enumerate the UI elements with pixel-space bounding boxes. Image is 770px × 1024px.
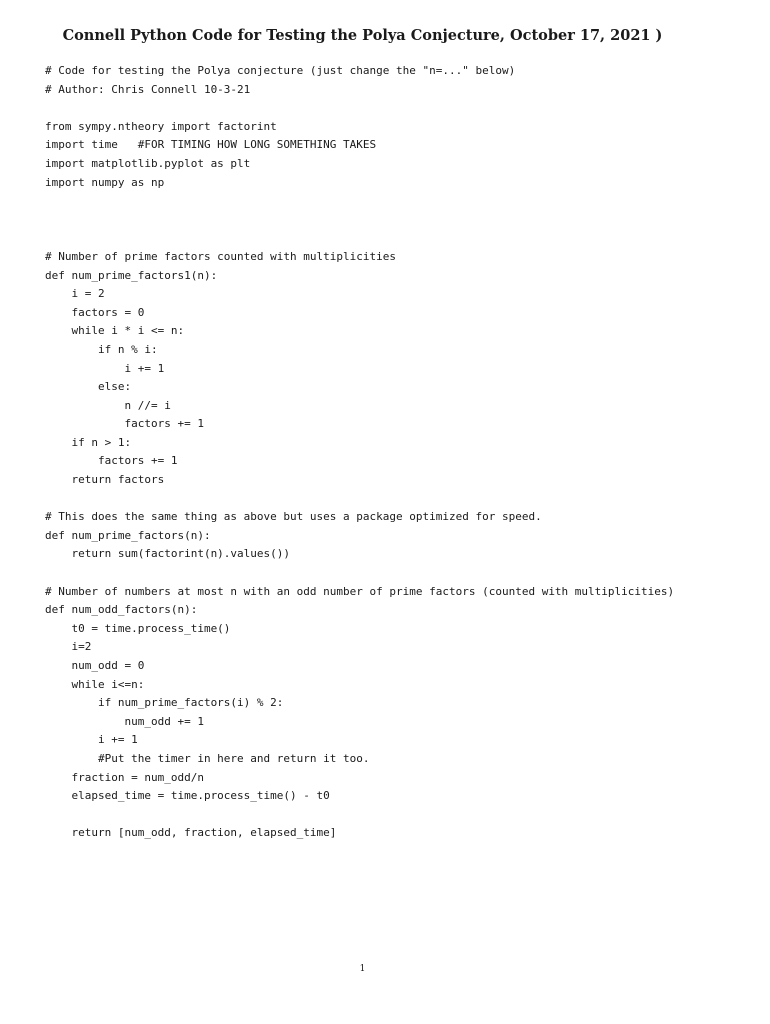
code-line: i = 2 (45, 287, 105, 301)
code-line (45, 211, 674, 230)
code-line: return sum(factorint(n).values()) (45, 547, 291, 561)
code-line: elapsed_time = time.process_time() - t0 (45, 789, 330, 803)
code-line: n //= i (45, 398, 171, 412)
code-line: def num_prime_factors(n): (45, 528, 211, 542)
code-line (45, 490, 674, 509)
code-line: factors += 1 (45, 417, 204, 431)
code-line: if num_prime_factors(i) % 2: (45, 696, 284, 710)
page-title: Connell Python Code for Testing the Polya Conjecture, October 17, 2021 ) (62, 27, 663, 44)
code-line: if n % i: (45, 342, 158, 356)
code-line (45, 192, 674, 211)
code-line: # This does the same thing as above but uses a package optimized for speed. (45, 510, 542, 524)
code-line: i += 1 (45, 361, 165, 375)
code-line: # Code for testing the Polya conjecture (just change the "n=..." below) (45, 64, 516, 77)
code-line: # Author: Chris Connell 10-3-21 (45, 82, 251, 96)
code-line: factors += 1 (45, 454, 178, 468)
code-line: while i * i <= n: (45, 324, 185, 338)
code-line: num_odd += 1 (45, 714, 204, 728)
code-line: else: (45, 380, 132, 394)
code-line: i=2 (45, 640, 92, 654)
code-line (45, 564, 674, 583)
code-line: if n > 1: (45, 435, 132, 449)
code-line: return factors (45, 473, 165, 487)
page-number: 1 (359, 964, 366, 974)
code-line: from sympy.ntheory import factorint (45, 119, 277, 133)
code-block (45, 62, 674, 843)
code-line: factors = 0 (45, 305, 145, 319)
code-line: i += 1 (45, 733, 138, 747)
code-line: t0 = time.process_time() (45, 621, 231, 635)
code-line: #Put the timer in here and return it too. (45, 751, 370, 765)
code-line (45, 229, 674, 248)
code-line: import time #FOR TIMING HOW LONG SOMETHING TAKES (45, 138, 377, 152)
code-line: return [num_odd, fraction, elapsed_time] (45, 826, 337, 840)
code-line: def num_prime_factors1(n): (45, 268, 218, 282)
code-line: # Number of numbers at most n with an odd number of prime factors (counted with multiplicities) (45, 584, 675, 598)
code-line: def num_odd_factors(n): (45, 603, 198, 617)
code-line: import numpy as np (45, 175, 165, 189)
code-line (45, 99, 674, 118)
code-line: num_odd = 0 (45, 659, 145, 672)
code-line: while i<=n: (45, 677, 145, 691)
code-line (45, 806, 674, 825)
code-line: # Number of prime factors counted with multiplicities (45, 249, 396, 263)
code-line: import matplotlib.pyplot as plt (45, 156, 251, 170)
code-line: fraction = num_odd/n (45, 770, 204, 784)
